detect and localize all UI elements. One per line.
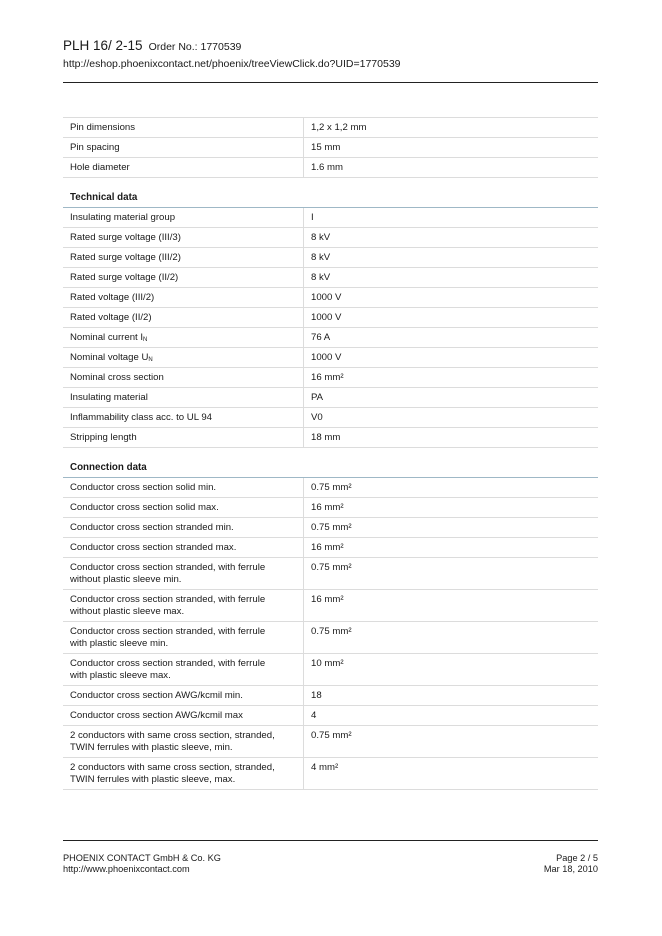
row-label: Conductor cross section stranded max. bbox=[63, 538, 304, 557]
table-row bbox=[63, 368, 598, 388]
section-title: Technical data bbox=[63, 178, 598, 208]
row-value: 1000 V bbox=[311, 292, 342, 303]
table-row bbox=[63, 228, 598, 248]
row-value: PA bbox=[311, 392, 324, 403]
footer-divider bbox=[63, 840, 598, 841]
header-divider bbox=[63, 82, 598, 83]
row-label-line: Conductor cross section stranded, with ferrule bbox=[70, 658, 266, 669]
page-number: Page 2 / 5 bbox=[556, 853, 598, 863]
row-label: Nominal cross section bbox=[63, 368, 304, 387]
row-label: Rated voltage (III/2) bbox=[63, 288, 304, 307]
table-row bbox=[63, 654, 598, 686]
row-label-subscript: N bbox=[148, 357, 153, 363]
spec-table bbox=[63, 117, 598, 790]
table-row bbox=[63, 428, 598, 448]
row-value: 16 mm² bbox=[311, 502, 344, 513]
row-value: 8 kV bbox=[311, 252, 331, 263]
row-value: 15 mm bbox=[311, 142, 341, 153]
table-row bbox=[63, 117, 598, 138]
table-row bbox=[63, 288, 598, 308]
row-value: 0.75 mm² bbox=[311, 730, 352, 741]
table-row bbox=[63, 706, 598, 726]
footer-date: Mar 18, 2010 bbox=[543, 864, 598, 874]
table-row bbox=[63, 328, 598, 348]
row-value: 4 bbox=[311, 710, 317, 721]
table-row bbox=[63, 478, 598, 498]
row-label bbox=[63, 654, 304, 685]
row-label: Conductor cross section AWG/kcmil min. bbox=[63, 686, 304, 705]
section-title: Connection data bbox=[63, 448, 598, 478]
row-label-line: with plastic sleeve min. bbox=[70, 638, 169, 649]
row-value: V0 bbox=[311, 412, 323, 423]
table-row bbox=[63, 726, 598, 758]
table-row bbox=[63, 558, 598, 590]
row-label: Rated surge voltage (III/2) bbox=[63, 248, 304, 267]
row-value: 16 mm² bbox=[311, 542, 344, 553]
table-row bbox=[63, 138, 598, 158]
table-row bbox=[63, 622, 598, 654]
row-value: 8 kV bbox=[311, 232, 331, 243]
row-label: Conductor cross section solid min. bbox=[63, 478, 304, 497]
row-label bbox=[63, 758, 304, 789]
row-label-line: Conductor cross section stranded, with ferrule bbox=[70, 594, 266, 605]
table-row bbox=[63, 518, 598, 538]
row-value: 18 bbox=[311, 690, 322, 701]
row-value: 8 kV bbox=[311, 272, 331, 283]
table-row bbox=[63, 408, 598, 428]
row-label: Stripping length bbox=[63, 428, 304, 447]
connection-data-section bbox=[63, 448, 598, 790]
order-number: Order No.: 1770539 bbox=[148, 41, 242, 53]
row-label bbox=[63, 558, 304, 589]
row-value: 4 mm² bbox=[311, 762, 339, 773]
footer-left bbox=[63, 853, 221, 875]
technical-data-section bbox=[63, 178, 598, 448]
row-label: Insulating material bbox=[63, 388, 304, 407]
row-value: 1,2 x 1,2 mm bbox=[311, 122, 367, 133]
table-row bbox=[63, 348, 598, 368]
table-row bbox=[63, 248, 598, 268]
row-label-line: 2 conductors with same cross section, stranded, bbox=[70, 762, 275, 773]
row-value: 0.75 mm² bbox=[311, 522, 352, 533]
footer-right bbox=[544, 853, 598, 875]
row-value: 1000 V bbox=[311, 352, 342, 363]
row-label-line: without plastic sleeve min. bbox=[70, 574, 182, 585]
row-label: Rated surge voltage (III/3) bbox=[63, 228, 304, 247]
row-label: Rated voltage (II/2) bbox=[63, 308, 304, 327]
row-label-line: TWIN ferrules with plastic sleeve, min. bbox=[70, 742, 233, 753]
row-label-line: 2 conductors with same cross section, stranded, bbox=[70, 730, 275, 741]
row-label bbox=[63, 348, 304, 367]
header-title-line bbox=[63, 38, 598, 55]
row-value: 10 mm² bbox=[311, 658, 344, 669]
row-label: Insulating material group bbox=[63, 208, 304, 227]
row-value: 0.75 mm² bbox=[311, 626, 352, 637]
product-name: PLH 16/ 2-15 bbox=[63, 38, 143, 53]
row-label: Pin spacing bbox=[63, 138, 304, 157]
row-value: 76 A bbox=[311, 332, 331, 343]
table-row bbox=[63, 208, 598, 228]
table-row bbox=[63, 686, 598, 706]
row-label: Conductor cross section solid max. bbox=[63, 498, 304, 517]
page-header bbox=[63, 38, 598, 71]
row-label: Rated surge voltage (II/2) bbox=[63, 268, 304, 287]
table-row bbox=[63, 590, 598, 622]
row-label: Hole diameter bbox=[63, 158, 304, 177]
row-label-line: Conductor cross section stranded, with ferrule bbox=[70, 626, 266, 637]
table-row bbox=[63, 158, 598, 178]
footer-company: PHOENIX CONTACT GmbH & Co. KG bbox=[63, 853, 221, 863]
row-label-subscript: N bbox=[143, 337, 148, 343]
row-value: I bbox=[311, 212, 314, 223]
table-row bbox=[63, 498, 598, 518]
table-row bbox=[63, 538, 598, 558]
row-label-line: Conductor cross section stranded, with ferrule bbox=[70, 562, 266, 573]
table-row bbox=[63, 388, 598, 408]
row-label-line: TWIN ferrules with plastic sleeve, max. bbox=[70, 774, 236, 785]
row-value: 0.75 mm² bbox=[311, 562, 352, 573]
row-value: 16 mm² bbox=[311, 594, 344, 605]
row-label bbox=[63, 622, 304, 653]
row-label bbox=[63, 590, 304, 621]
dimensions-section bbox=[63, 117, 598, 178]
row-value: 18 mm bbox=[311, 432, 341, 443]
row-label-text: Nominal current I bbox=[70, 332, 144, 343]
row-label-line: without plastic sleeve max. bbox=[70, 606, 185, 617]
footer-website: http://www.phoenixcontact.com bbox=[63, 864, 190, 874]
row-label-line: with plastic sleeve max. bbox=[70, 670, 171, 681]
table-row bbox=[63, 758, 598, 790]
row-value: 1.6 mm bbox=[311, 162, 343, 173]
row-label: Pin dimensions bbox=[63, 118, 304, 137]
row-label: Conductor cross section AWG/kcmil max bbox=[63, 706, 304, 725]
row-label bbox=[63, 726, 304, 757]
table-row bbox=[63, 268, 598, 288]
row-label bbox=[63, 328, 304, 347]
row-value: 1000 V bbox=[311, 312, 342, 323]
row-label: Conductor cross section stranded min. bbox=[63, 518, 304, 537]
table-row bbox=[63, 308, 598, 328]
row-value: 16 mm² bbox=[311, 372, 344, 383]
row-value: 0.75 mm² bbox=[311, 482, 352, 493]
header-url: http://eshop.phoenixcontact.net/phoenix/treeViewClick.do?UID=1770539 bbox=[63, 58, 401, 70]
row-label: Inflammability class acc. to UL 94 bbox=[63, 408, 304, 427]
row-label-text: Nominal voltage U bbox=[70, 352, 149, 363]
